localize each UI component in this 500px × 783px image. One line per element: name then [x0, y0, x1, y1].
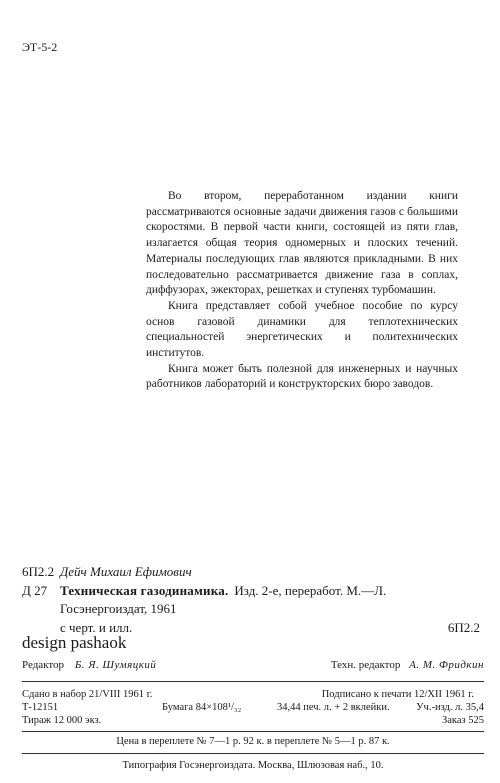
- editor: [22, 659, 156, 671]
- price-line: Цена в переплете № 7—1 р. 92 к. в переплете № 5—1 р. 87 к.: [116, 736, 390, 747]
- divider: [22, 681, 484, 682]
- divider: [22, 753, 484, 754]
- printer-line: Типография Госэнергоиздата. Москва, Шлюзовая наб., 10.: [122, 760, 384, 771]
- signature-watermark: design pashaok: [22, 633, 127, 652]
- editor-name: Б. Я. Шумяцкий: [74, 659, 157, 671]
- imprint-order: Заказ 525: [441, 715, 484, 726]
- edition-info: Изд. 2-е, переработ. М.—Л.: [234, 582, 387, 598]
- editor-label: Редактор: [22, 659, 65, 671]
- classification-top: 6П2.2: [22, 564, 55, 579]
- tech-editor: [331, 659, 484, 671]
- tech-editor-name: А. М. Фридкин: [409, 659, 484, 671]
- divider: [22, 731, 484, 732]
- imprint-paper: Бумага 84×108¹/₃₂: [162, 702, 242, 713]
- tech-editor-label: Техн. редактор: [330, 659, 401, 671]
- series-code: ЭТ-5-2: [22, 40, 58, 54]
- imprint-signed-date: Подписано к печати 12/XII 1961 г.: [321, 689, 474, 700]
- imprint-edit-sheets: Уч.-изд. л. 35,4: [416, 702, 484, 713]
- abstract-paragraph: Книга представляет собой учебное пособие по курсу основ газовой динамики для теплотехнических специальностей энергетических и политехнических институтов.: [146, 299, 458, 360]
- imprint-typeset-date: Сдано в набор 21/VIII 1961 г.: [22, 689, 153, 700]
- catalog-card: [22, 563, 484, 637]
- imprint-sheets: 34,44 печ. л. + 2 вклейки.: [277, 702, 390, 713]
- imprint-number: Т-12151: [22, 702, 59, 713]
- author-name: Дейч Михаил Ефимович: [60, 564, 192, 579]
- cutter-number: Д 27: [22, 582, 48, 598]
- imprint-print-run: Тираж 12 000 экз.: [22, 715, 102, 726]
- editors-line: [22, 659, 484, 671]
- abstract-paragraph: Во втором, переработанном издании книги рассматриваются основные задачи движения газов с большими скоростями. В первой части книги, состоящей из пяти глав, излагается общая теория одномерных и плоских течений. Материалы последующих глав являются прикладными. В них последовательно рассматривается движение газа в соплах, диффузорах, эжекторах, решетках и ступенях турбомашин.: [146, 190, 458, 297]
- book-title: Техническая газодинамика.: [60, 582, 229, 598]
- classification-bottom: 6П2.2: [447, 619, 480, 635]
- publisher: Госэнергоиздат, 1961: [60, 601, 177, 616]
- illustrations: с черт. и илл.: [60, 619, 133, 635]
- abstract-paragraph: Книга может быть полезной для инженерных и научных работников лабораторий и конструкторских бюро заводов.: [146, 362, 458, 391]
- abstract: [146, 189, 458, 393]
- imprint: [22, 688, 484, 727]
